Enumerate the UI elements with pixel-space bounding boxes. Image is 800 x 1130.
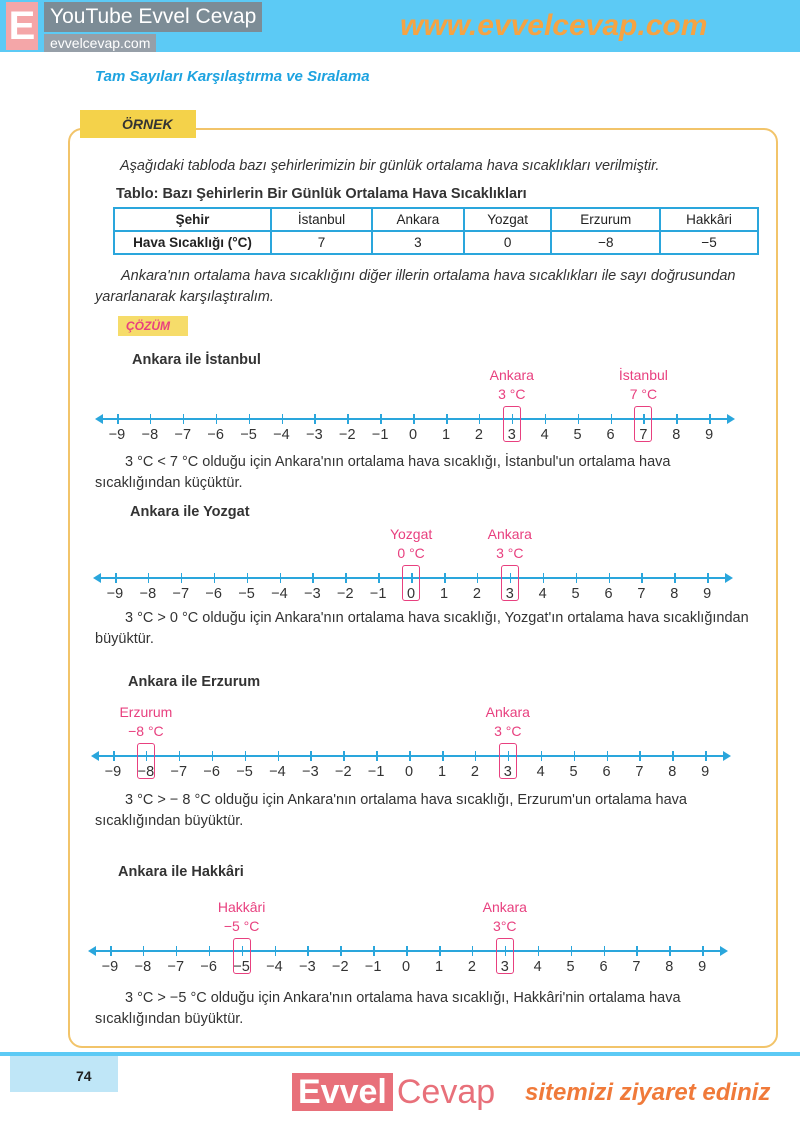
tick-label: −3: [304, 586, 321, 602]
tick-mark: [115, 573, 117, 583]
tick-mark: [709, 414, 711, 424]
tick-mark: [641, 573, 643, 583]
city-label: Ankara: [487, 526, 532, 542]
tick-mark: [150, 414, 152, 424]
highlight-box: [137, 743, 155, 779]
tick-label: −4: [271, 586, 288, 602]
arrow-left-icon: [95, 414, 103, 424]
tick-mark: [475, 751, 477, 761]
tick-mark: [376, 751, 378, 761]
highlight-box: [233, 938, 251, 974]
tick-label: 1: [441, 427, 451, 443]
tick-label: 8: [665, 959, 674, 975]
tick-label: −8: [139, 586, 157, 602]
tick-label: −9: [106, 586, 124, 602]
temperature-table: [113, 207, 759, 255]
tick-mark: [672, 751, 674, 761]
tick-label: 0: [409, 427, 418, 443]
section-title: Tam Sayıları Karşılaştırma ve Sıralama: [95, 68, 370, 85]
table-cell: 7: [271, 231, 372, 254]
tick-label: −1: [367, 764, 385, 780]
table-cell: Yozgat: [464, 208, 552, 231]
arrow-right-icon: [725, 573, 733, 583]
tick-label: 7: [635, 764, 644, 780]
tick-mark: [249, 414, 251, 424]
city-label: Ankara: [485, 704, 530, 720]
tick-label: 5: [571, 586, 580, 602]
solution-badge: ÇÖZÜM: [118, 316, 188, 336]
table-cell: 3: [372, 231, 464, 254]
tick-label: −6: [203, 764, 220, 780]
tick-label: 1: [434, 959, 444, 975]
table-header: Hava Sıcaklığı (°C): [114, 231, 271, 254]
tick-mark: [179, 751, 181, 761]
tick-label: 6: [604, 586, 613, 602]
watermark-youtube: YouTube Evvel Cevap: [44, 2, 262, 32]
tick-mark: [571, 946, 573, 956]
arrow-left-icon: [93, 573, 101, 583]
tick-mark: [212, 751, 214, 761]
tick-mark: [472, 946, 474, 956]
tick-mark: [538, 946, 540, 956]
tick-mark: [578, 414, 580, 424]
table-cell: Erzurum: [551, 208, 660, 231]
tick-mark: [607, 751, 609, 761]
tick-mark: [406, 946, 408, 956]
tick-label: −9: [101, 959, 119, 975]
tick-mark: [181, 573, 183, 583]
tick-label: 9: [701, 764, 710, 780]
table-header: Şehir: [114, 208, 271, 231]
highlight-box: [634, 406, 652, 442]
comparison-text: 3 °C < 7 °C olduğu için Ankara'nın ortalama hava sıcaklığı, İstanbul'un ortalama hava sıcaklığından küçüktür.: [95, 454, 671, 491]
tick-mark: [340, 946, 342, 956]
tick-label: −2: [335, 764, 352, 780]
tick-label: −3: [299, 959, 316, 975]
intro-text: Aşağıdaki tabloda bazı şehirlerimizin bir günlük ortalama hava sıcaklıkları verilmiştir.: [120, 158, 660, 174]
tick-mark: [110, 946, 112, 956]
tick-label: −3: [306, 427, 323, 443]
tick-mark: [113, 751, 115, 761]
temperature-label: 7 °C: [629, 386, 658, 402]
tick-label: −7: [167, 959, 185, 975]
page-number: 74: [10, 1056, 118, 1092]
arrow-right-icon: [720, 946, 728, 956]
question-text: Ankara'nın ortalama hava sıcaklığını diğer illerin ortalama hava sıcaklıkları ile sayı doğrusundan yararlanarak karşılaştıralım.: [95, 268, 736, 305]
tick-mark: [611, 414, 613, 424]
tick-mark: [214, 573, 216, 583]
tick-mark: [380, 414, 382, 424]
tick-mark: [409, 751, 411, 761]
tick-mark: [176, 946, 178, 956]
comparison-text: 3 °C > −5 °C olduğu için Ankara'nın ortalama hava sıcaklığı, Hakkâri'nin ortalama hava sıcaklığından büyüktür.: [95, 990, 681, 1027]
watermark-site: evvelcevap.com: [44, 34, 156, 52]
tick-label: 2: [470, 764, 479, 780]
tick-mark: [378, 573, 380, 583]
tick-label: 6: [606, 427, 615, 443]
tick-mark: [444, 573, 446, 583]
tick-mark: [669, 946, 671, 956]
tick-mark: [148, 573, 150, 583]
tick-mark: [636, 946, 638, 956]
tick-mark: [479, 414, 481, 424]
tick-label: 5: [569, 764, 578, 780]
tick-label: −4: [266, 959, 283, 975]
temperature-label: 3 °C: [494, 723, 522, 739]
tick-label: 5: [573, 427, 582, 443]
tick-label: 9: [698, 959, 707, 975]
tick-mark: [282, 414, 284, 424]
temperature-label: −5 °C: [223, 918, 260, 934]
tick-label: 0: [402, 959, 411, 975]
example-badge: ÖRNEK: [80, 110, 196, 138]
table-title: Tablo: Bazı Şehirlerin Bir Günlük Ortalama Hava Sıcaklıkları: [116, 186, 527, 202]
tick-label: 5: [566, 959, 575, 975]
temperature-label: 3°C: [493, 918, 517, 934]
tick-label: 8: [672, 427, 681, 443]
tick-label: −9: [104, 764, 122, 780]
tick-mark: [275, 946, 277, 956]
tick-label: 4: [533, 959, 542, 975]
tick-label: −1: [371, 427, 389, 443]
tick-label: 7: [639, 427, 648, 443]
tick-label: −8: [134, 959, 152, 975]
tick-mark: [576, 573, 578, 583]
logo-part-1: Evvel: [292, 1073, 393, 1111]
table-cell: −5: [660, 231, 758, 254]
tick-label: 0: [405, 764, 414, 780]
tick-mark: [117, 414, 119, 424]
tick-mark: [245, 751, 247, 761]
tick-mark: [676, 414, 678, 424]
tick-label: 2: [474, 427, 483, 443]
tick-label: −5: [238, 586, 255, 602]
table-cell: 0: [464, 231, 552, 254]
temperature-label: 3 °C: [496, 545, 524, 561]
watermark-diagonal-2: sitemizi ziyaret ediniz: [525, 1079, 771, 1106]
tick-label: −6: [205, 586, 222, 602]
city-label: Ankara: [482, 899, 527, 915]
tick-label: −2: [339, 427, 356, 443]
tick-label: −9: [108, 427, 126, 443]
highlight-box: [503, 406, 521, 442]
tick-label: 3: [507, 427, 516, 443]
tick-mark: [442, 751, 444, 761]
tick-mark: [373, 946, 375, 956]
arrow-left-icon: [88, 946, 96, 956]
tick-mark: [310, 751, 312, 761]
tick-mark: [345, 573, 347, 583]
tick-label: −1: [364, 959, 382, 975]
highlight-box: [496, 938, 514, 974]
temperature-label: −8 °C: [128, 723, 164, 739]
watermark-logo: E: [6, 2, 38, 50]
tick-mark: [604, 946, 606, 956]
tick-mark: [705, 751, 707, 761]
tick-label: 1: [437, 764, 447, 780]
tick-label: 0: [407, 586, 416, 602]
table-cell: Hakkâri: [660, 208, 758, 231]
tick-mark: [543, 573, 545, 583]
tick-mark: [446, 414, 448, 424]
arrow-right-icon: [723, 751, 731, 761]
tick-label: −2: [337, 586, 354, 602]
tick-label: −3: [302, 764, 319, 780]
tick-label: −6: [207, 427, 224, 443]
tick-mark: [347, 414, 349, 424]
tick-mark: [343, 751, 345, 761]
city-label: Hakkâri: [217, 899, 266, 915]
tick-mark: [413, 414, 415, 424]
tick-mark: [609, 573, 611, 583]
tick-mark: [216, 414, 218, 424]
tick-mark: [545, 414, 547, 424]
comparison-title: Ankara ile İstanbul: [132, 352, 261, 368]
tick-label: 9: [705, 427, 714, 443]
tick-label: −7: [170, 764, 188, 780]
highlight-box: [499, 743, 517, 779]
tick-label: 8: [670, 586, 679, 602]
tick-mark: [183, 414, 185, 424]
table-cell: Ankara: [372, 208, 464, 231]
tick-label: −8: [137, 764, 155, 780]
tick-label: 6: [602, 764, 611, 780]
logo-part-2: Cevap: [396, 1073, 496, 1111]
tick-label: 6: [599, 959, 608, 975]
arrow-right-icon: [727, 414, 735, 424]
tick-mark: [702, 946, 704, 956]
tick-label: 4: [540, 427, 549, 443]
table-row: [114, 208, 758, 231]
comparison-title: Ankara ile Yozgat: [130, 504, 250, 520]
tick-mark: [541, 751, 543, 761]
tick-label: 3: [505, 586, 514, 602]
city-label: Ankara: [489, 367, 534, 383]
tick-mark: [247, 573, 249, 583]
temperature-label: 3 °C: [498, 386, 526, 402]
highlight-box: [402, 565, 420, 601]
city-label: Erzurum: [119, 704, 173, 720]
tick-mark: [707, 573, 709, 583]
tick-mark: [439, 946, 441, 956]
tick-label: −6: [200, 959, 217, 975]
comparison-text: 3 °C > 0 °C olduğu için Ankara'nın ortalama hava sıcaklığı, Yozgat'ın ortalama hava sıcaklığından büyüktür.: [95, 610, 749, 647]
footer-logo: [292, 1072, 495, 1112]
tick-mark: [477, 573, 479, 583]
tick-label: −7: [172, 586, 190, 602]
tick-mark: [574, 751, 576, 761]
tick-label: 7: [637, 586, 646, 602]
table-cell: −8: [551, 231, 660, 254]
tick-mark: [143, 946, 145, 956]
tick-label: 2: [467, 959, 476, 975]
tick-label: 4: [536, 764, 545, 780]
tick-label: −7: [174, 427, 192, 443]
tick-label: −5: [236, 764, 253, 780]
tick-label: 7: [632, 959, 641, 975]
tick-mark: [280, 573, 282, 583]
tick-label: 1: [439, 586, 449, 602]
arrow-left-icon: [91, 751, 99, 761]
tick-label: −4: [269, 764, 286, 780]
city-label: Yozgat: [389, 526, 433, 542]
tick-label: 3: [503, 764, 512, 780]
comparison-title: Ankara ile Erzurum: [128, 674, 261, 690]
highlight-box: [501, 565, 519, 601]
tick-mark: [674, 573, 676, 583]
tick-mark: [209, 946, 211, 956]
tick-label: −5: [233, 959, 250, 975]
tick-label: −2: [332, 959, 349, 975]
tick-label: 9: [703, 586, 712, 602]
temperature-label: 0 °C: [397, 545, 425, 561]
comparison-text: 3 °C > − 8 °C olduğu için Ankara'nın ortalama hava sıcaklığı, Erzurum'un ortalama hava sıcaklığından büyüktür.: [95, 792, 687, 829]
tick-label: −1: [369, 586, 387, 602]
tick-mark: [639, 751, 641, 761]
tick-label: 2: [472, 586, 481, 602]
tick-mark: [278, 751, 280, 761]
city-label: İstanbul: [618, 367, 668, 383]
tick-mark: [312, 573, 314, 583]
footer-bar: [0, 1052, 800, 1056]
tick-label: −5: [240, 427, 257, 443]
comparison-title: Ankara ile Hakkâri: [118, 864, 244, 880]
tick-label: 3: [500, 959, 509, 975]
tick-label: −4: [273, 427, 290, 443]
tick-label: −8: [141, 427, 159, 443]
tick-label: 8: [668, 764, 677, 780]
tick-mark: [307, 946, 309, 956]
tick-mark: [314, 414, 316, 424]
watermark-diagonal: www.evvelcevap.com: [400, 9, 708, 42]
table-cell: İstanbul: [271, 208, 372, 231]
table-row: [114, 231, 758, 254]
tick-label: 4: [538, 586, 547, 602]
